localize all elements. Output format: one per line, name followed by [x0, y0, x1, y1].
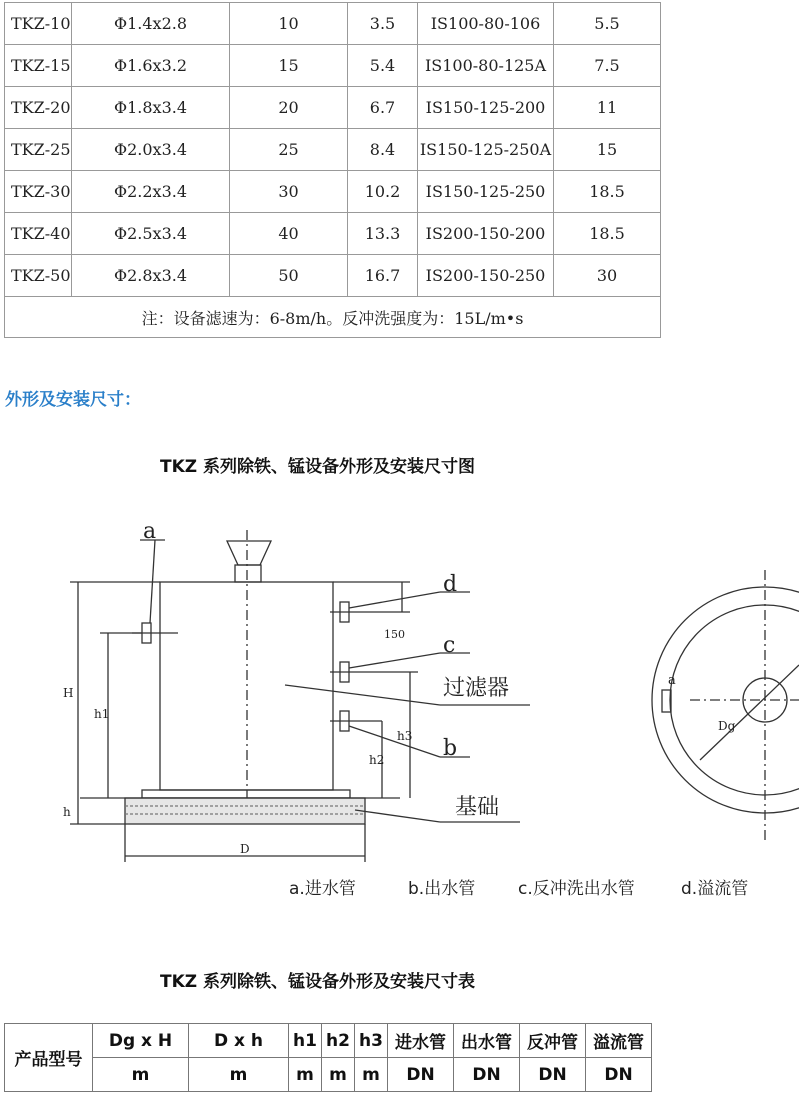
table-cell: IS150-125-200: [418, 87, 554, 129]
table-cell: Φ2.2x3.4: [72, 171, 230, 213]
table-cell: 16.7: [348, 255, 418, 297]
table-row: [5, 87, 661, 129]
table-cell: 30: [554, 255, 661, 297]
table-cell: 10.2: [348, 171, 418, 213]
dim-header-top: 溢流管: [586, 1024, 652, 1058]
table-cell: IS200-150-200: [418, 213, 554, 255]
dim-header-unit: m: [93, 1058, 189, 1092]
table-cell: 8.4: [348, 129, 418, 171]
leader-d: [349, 592, 440, 608]
label-a: a: [143, 519, 157, 544]
leader-c: [349, 653, 440, 668]
dim-header-row-top: [5, 1024, 652, 1058]
table-cell: Φ2.8x3.4: [72, 255, 230, 297]
spec-table-body: [5, 3, 661, 338]
model-cell: TKZ-25: [5, 129, 72, 171]
dim-header-unit: DN: [388, 1058, 454, 1092]
table-cell: 25: [230, 129, 348, 171]
dim-header-top: 进水管: [388, 1024, 454, 1058]
dim-header-row-bottom: [5, 1058, 652, 1092]
funnel-neck: [235, 565, 261, 582]
plan-diameter-line: [700, 665, 799, 760]
table-cell: IS150-125-250A: [418, 129, 554, 171]
dimension-table: [4, 1023, 652, 1092]
table-row: [5, 255, 661, 297]
label-150: 150: [384, 628, 405, 641]
label-d: d: [443, 572, 458, 597]
label-c: c: [443, 633, 456, 658]
table-row: [5, 45, 661, 87]
table-row: [5, 213, 661, 255]
dim-header-top: D x h: [189, 1024, 289, 1058]
table-cell: 50: [230, 255, 348, 297]
label-h2: h2: [369, 753, 385, 767]
model-cell: TKZ-15: [5, 45, 72, 87]
dimension-table-body: [5, 1024, 652, 1092]
model-cell: TKZ-40: [5, 213, 72, 255]
dim-header-unit: DN: [454, 1058, 520, 1092]
label-h: h: [63, 805, 71, 819]
table-cell: 10: [230, 3, 348, 45]
table-cell: 5.5: [554, 3, 661, 45]
table-cell: IS100-80-106: [418, 3, 554, 45]
figure-caption: TKZ 系列除铁、锰设备外形及安装尺寸图: [160, 457, 476, 477]
dim-header-unit: DN: [520, 1058, 586, 1092]
dim-header-unit: m: [322, 1058, 355, 1092]
table-cell: IS150-125-250: [418, 171, 554, 213]
base-plate: [142, 790, 350, 798]
legend-b: b.出水管: [408, 879, 476, 899]
legend-d: d.溢流管: [681, 879, 749, 899]
dim-header-model: 产品型号: [5, 1024, 93, 1092]
dim-header-top: h3: [355, 1024, 388, 1058]
installation-drawing: [0, 500, 799, 910]
foundation-block: [125, 798, 365, 824]
spec-table: [4, 2, 661, 338]
note-row: [5, 297, 661, 338]
label-h3: h3: [397, 729, 413, 743]
table-cell: 3.5: [348, 3, 418, 45]
funnel-shape: [227, 541, 271, 565]
dim-header-unit: m: [289, 1058, 322, 1092]
table-cell: Φ1.6x3.2: [72, 45, 230, 87]
table-cell: 18.5: [554, 171, 661, 213]
dim-header-unit: DN: [586, 1058, 652, 1092]
table-row: [5, 129, 661, 171]
table-cell: 13.3: [348, 213, 418, 255]
dim-header-top: 出水管: [454, 1024, 520, 1058]
label-filter: 过滤器: [443, 676, 510, 701]
leader-filter: [285, 685, 440, 705]
label-b: b: [443, 736, 458, 761]
label-plan-a: a: [668, 673, 676, 688]
leader-b: [349, 726, 440, 757]
dim-header-unit: m: [355, 1058, 388, 1092]
model-cell: TKZ-10: [5, 3, 72, 45]
label-foundation: 基础: [455, 795, 500, 820]
table-cell: Φ2.5x3.4: [72, 213, 230, 255]
dim-header-unit: m: [189, 1058, 289, 1092]
legend-c: c.反冲洗出水管: [518, 879, 635, 899]
legend-a: a.进水管: [289, 879, 356, 899]
note-cell: 注：设备滤速为：6-8m/h。反冲洗强度为：15L/m•s: [5, 297, 661, 338]
table-cell: 11: [554, 87, 661, 129]
table-cell: 6.7: [348, 87, 418, 129]
model-cell: TKZ-50: [5, 255, 72, 297]
dim-header-top: h1: [289, 1024, 322, 1058]
table-row: [5, 3, 661, 45]
table-cell: 7.5: [554, 45, 661, 87]
table-cell: IS100-80-125A: [418, 45, 554, 87]
table-cell: IS200-150-250: [418, 255, 554, 297]
table-cell: 15: [230, 45, 348, 87]
table-cell: Φ1.4x2.8: [72, 3, 230, 45]
label-h1: h1: [94, 707, 110, 721]
table-row: [5, 171, 661, 213]
table-cell: 40: [230, 213, 348, 255]
model-cell: TKZ-30: [5, 171, 72, 213]
table-cell: 15: [554, 129, 661, 171]
label-Dg: Dg: [718, 719, 736, 733]
dim-header-top: Dg x H: [93, 1024, 189, 1058]
table-cell: Φ2.0x3.4: [72, 129, 230, 171]
label-H: H: [63, 686, 74, 700]
label-D: D: [240, 842, 250, 856]
table-cell: 5.4: [348, 45, 418, 87]
table-caption: TKZ 系列除铁、锰设备外形及安装尺寸表: [160, 972, 476, 992]
dim-header-top: 反冲管: [520, 1024, 586, 1058]
section-heading: 外形及安装尺寸：: [5, 390, 141, 410]
leader-foundation: [355, 810, 440, 822]
model-cell: TKZ-20: [5, 87, 72, 129]
table-cell: 18.5: [554, 213, 661, 255]
table-cell: 20: [230, 87, 348, 129]
table-cell: 30: [230, 171, 348, 213]
table-cell: Φ1.8x3.4: [72, 87, 230, 129]
dim-header-top: h2: [322, 1024, 355, 1058]
